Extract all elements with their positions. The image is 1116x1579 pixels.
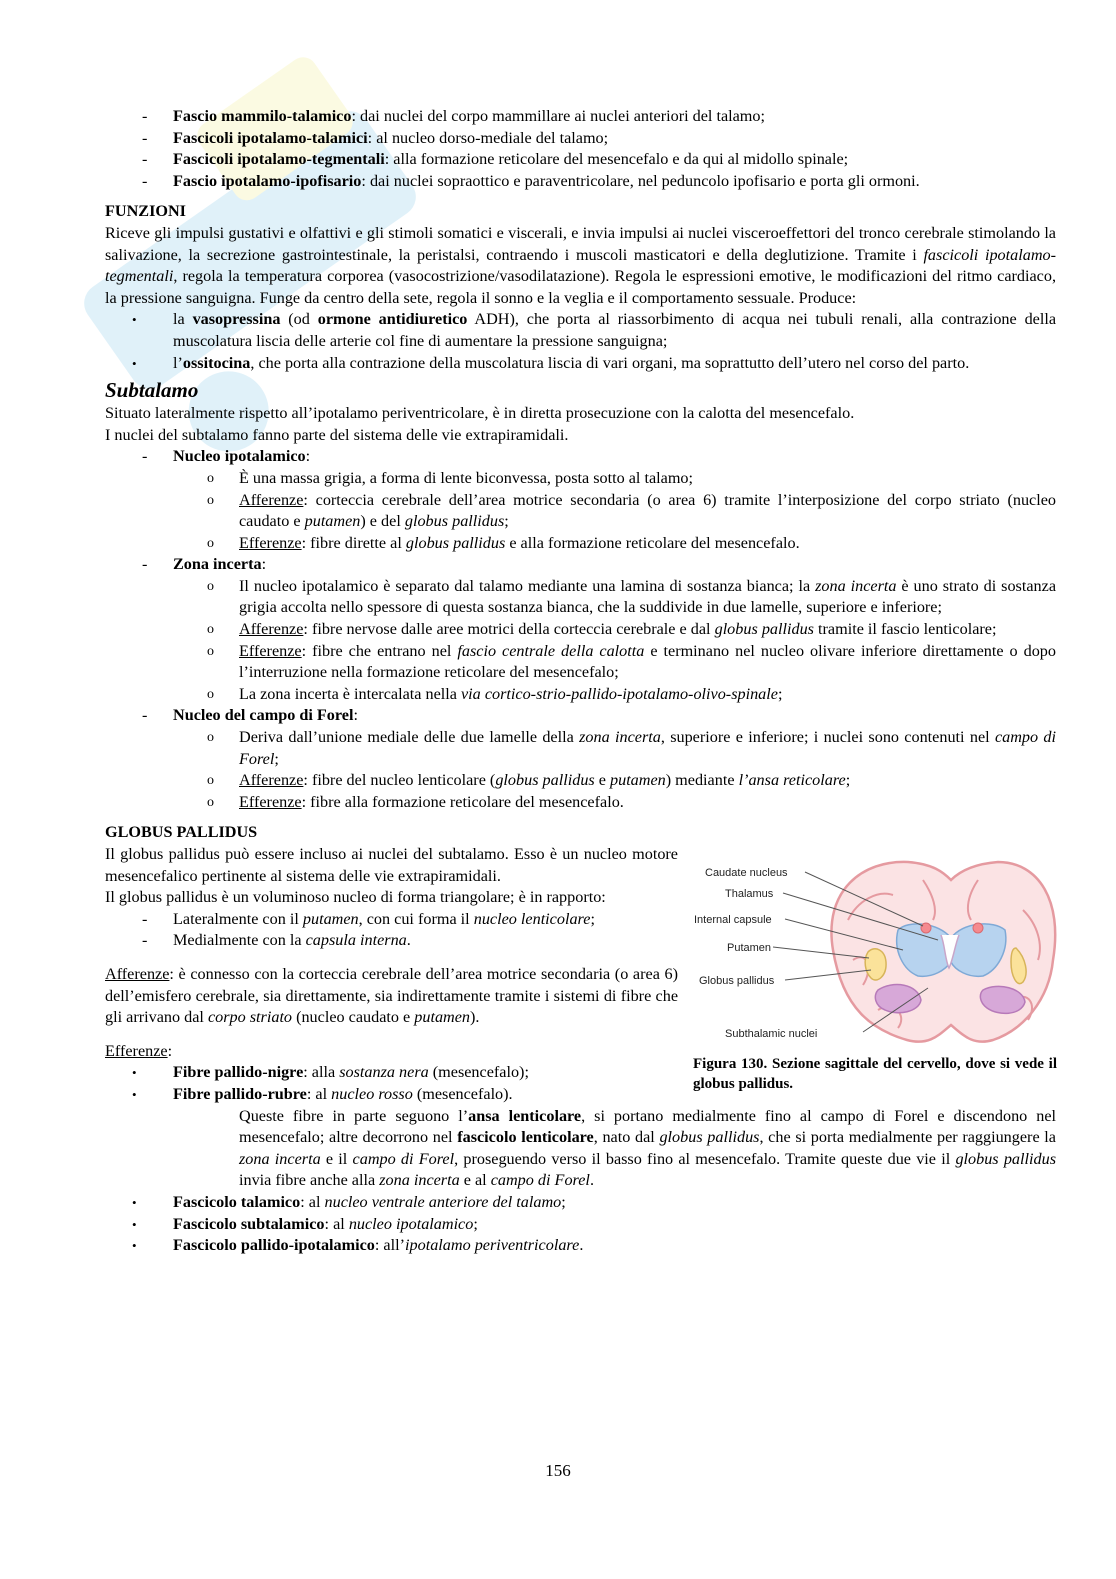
- sub-list-item: o Afferenze: fibre del nucleo lenticolare (globus pallidus e putamen) mediante l’ansa reticolare;: [207, 771, 851, 790]
- subtalamo-line-2: I nuclei del subtalamo fanno parte del sistema delle vie extrapiramidali.: [105, 425, 569, 444]
- list-item: • l’ossitocina, che porta alla contrazione della muscolatura liscia di vari organi, ma soprattutto dell’utero nel corso del parto.: [132, 353, 970, 372]
- list-item: • Fibre pallido-nigre: alla sostanza nera (mesencefalo);: [132, 1063, 529, 1082]
- globus-paragraph-2: Il globus pallidus è un voluminoso nucleo di forma triangolare; è in rapporto:: [105, 888, 606, 907]
- list-item: • Fascicolo pallido-ipotalamico: all’ipotalamo periventricolare.: [132, 1236, 584, 1255]
- sub-list-item: o Efferenze: fibre dirette al globus pallidus e alla formazione reticolare del mesencefalo.: [207, 533, 800, 552]
- sub-list-item: o Deriva dall’unione mediale delle due lamelle della zona incerta, superiore e inferiore; i nuclei sono contenuti nel campo di Forel;: [207, 728, 1057, 768]
- sub-list-item: o Il nucleo ipotalamico è separato dal talamo mediante una lamina di sostanza bianca; la zona incerta è uno strato di sostanza grigia accolta nello spessore di questa sostanza bianca, che la suddivide in due lamelle, superiore e inferiore;: [207, 576, 1057, 617]
- list-item: • Fascicolo subtalamico: al nucleo ipotalamico;: [132, 1214, 478, 1233]
- list-item: - Zona incerta:: [142, 555, 267, 574]
- sub-list-item: o Efferenze: fibre alla formazione reticolare del mesencefalo.: [207, 792, 624, 811]
- list-item: - Lateralmente con il putamen, con cui forma il nucleo lenticolare;: [142, 909, 595, 928]
- globus-efferenze-heading: Efferenze:: [105, 1041, 173, 1060]
- page-number: 156: [545, 1461, 571, 1480]
- globus-efferenze-paragraph: Queste fibre in parte seguono l’ansa lenticolare, si portano medialmente fino al campo di Forel e discendono nel mesencefalo; altre decorrono nel fascicolo lenticolare, nato dal globus pallidus, che si porta medialmente per raggiungere la zona incerta e il campo di Forel, proseguendo verso il basso fino al mesencefalo. Tramite queste due vie il globus pallidus invia fibre anche alla zona incerta e al campo di Forel.: [239, 1106, 1057, 1190]
- list-item: • la vasopressina (od ormone antidiuretico ADH), che porta al riassorbimento di acqua nei tubuli renali, alla contrazione della muscolatura liscia delle arterie col fine di aumentare la pressione sanguigna;: [132, 310, 1057, 350]
- figure-label: Putamen: [727, 942, 772, 955]
- figure-brain-section: [693, 850, 1057, 1094]
- list-item: • Fascicolo talamico: al nucleo ventrale anteriore del talamo;: [132, 1192, 566, 1211]
- list-item: • Fibre pallido-rubre: al nucleo rosso (mesencefalo).: [132, 1084, 513, 1103]
- list-item: - Nucleo del campo di Forel:: [142, 706, 358, 725]
- sub-list-item: o Afferenze: fibre nervose dalle aree motrici della corteccia cerebrale e dal globus pallidus tramite il fascio lenticolare;: [207, 620, 997, 639]
- section-heading-subtalamo: Subtalamo: [105, 378, 199, 403]
- intro-list: [105, 106, 1056, 192]
- sub-list-item: o Afferenze: corteccia cerebrale dell’area motrice secondaria (o area 6) tramite l’interposizione del corpo striato (nucleo caudato e putamen) e del globus pallidus;: [207, 490, 1056, 531]
- section-heading-globus: GLOBUS PALLIDUS: [105, 823, 258, 842]
- figure-label: Caudate nucleus: [705, 867, 788, 880]
- page-content: [105, 106, 1056, 1257]
- sub-list-item: o Efferenze: fibre che entrano nel fascio centrale della calotta e terminano nel nucleo olivare inferiore direttamente o dopo l’interruzione nella formazione reticolare del mesencefalo;: [207, 641, 1056, 682]
- figure-label: Internal capsule: [694, 914, 772, 927]
- list-item: - Nucleo ipotalamico:: [142, 447, 311, 466]
- figure-label: Globus pallidus: [699, 975, 775, 988]
- figure-caption: Figura 130. Sezione sagittale del cervello, dove si vede il globus pallidus.: [693, 1056, 1057, 1093]
- funzioni-paragraph: Riceve gli impulsi gustativi e olfattivi e gli stimoli somatici e viscerali, e invia impulsi ai nuclei visceroeffettori del tronco cerebrale stimolando la salivazione, la secrezione gastrointestinale, la peristalsi, contraendo i muscoli masticatori e della deglutizione. Tramite i fascicoli ipotalamo-tegmentali, regola la temperatura corporea (vasocostrizione/vasodilatazione). Regola le espressioni emotive, le modificazioni del ritmo cardiaco, la pressione sanguigna. Funge da centro della sete, regola il sonno e la veglia e il comportamento sessuale. Produce:: [105, 223, 1057, 307]
- list-item: - Fascicoli ipotalamo-tegmentali: alla formazione reticolare del mesencefalo e da qui al midollo spinale;: [142, 150, 849, 169]
- sub-list-item: o È una massa grigia, a forma di lente biconvessa, posta sotto al talamo;: [207, 468, 694, 487]
- list-item: - Fascio ipotalamo-ipofisario: dai nuclei sopraottico e paraventricolare, nel peduncolo ipofisario e porta gli ormoni.: [142, 171, 920, 190]
- globus-afferenze: Afferenze: è connesso con la corteccia cerebrale dell’area motrice secondaria (o area 6) dell’emisfero cerebrale, sia direttamente, sia indirettamente tramite i sistemi di fibre che gli arrivano dal corpo striato (nucleo caudato e putamen).: [105, 964, 678, 1027]
- brain-illustration: [693, 850, 1057, 1050]
- sub-list-item: o La zona incerta è intercalata nella via cortico-strio-pallido-ipotalamo-olivo-spinale;: [207, 684, 783, 703]
- list-item: - Medialmente con la capsula interna.: [142, 931, 411, 950]
- subtalamo-line-1: Situato lateralmente rispetto all’ipotalamo periventricolare, è in diretta prosecuzione con la calotta del mesencefalo.: [105, 404, 855, 423]
- section-heading-funzioni: FUNZIONI: [105, 202, 186, 221]
- figure-label: Subthalamic nuclei: [725, 1028, 818, 1041]
- globus-paragraph-1: Il globus pallidus può essere incluso ai nuclei del subtalamo. Esso è un nucleo motore mesencefalico pertinente al sistema delle vie extrapiramidali.: [105, 845, 678, 885]
- list-item: - Fascicoli ipotalamo-talamici: al nucleo dorso-mediale del talamo;: [142, 128, 609, 147]
- list-item: - Fascio mammilo-talamico: dai nuclei del corpo mammillare ai nuclei anteriori del talamo;: [142, 107, 765, 125]
- figure-label: Thalamus: [725, 888, 774, 901]
